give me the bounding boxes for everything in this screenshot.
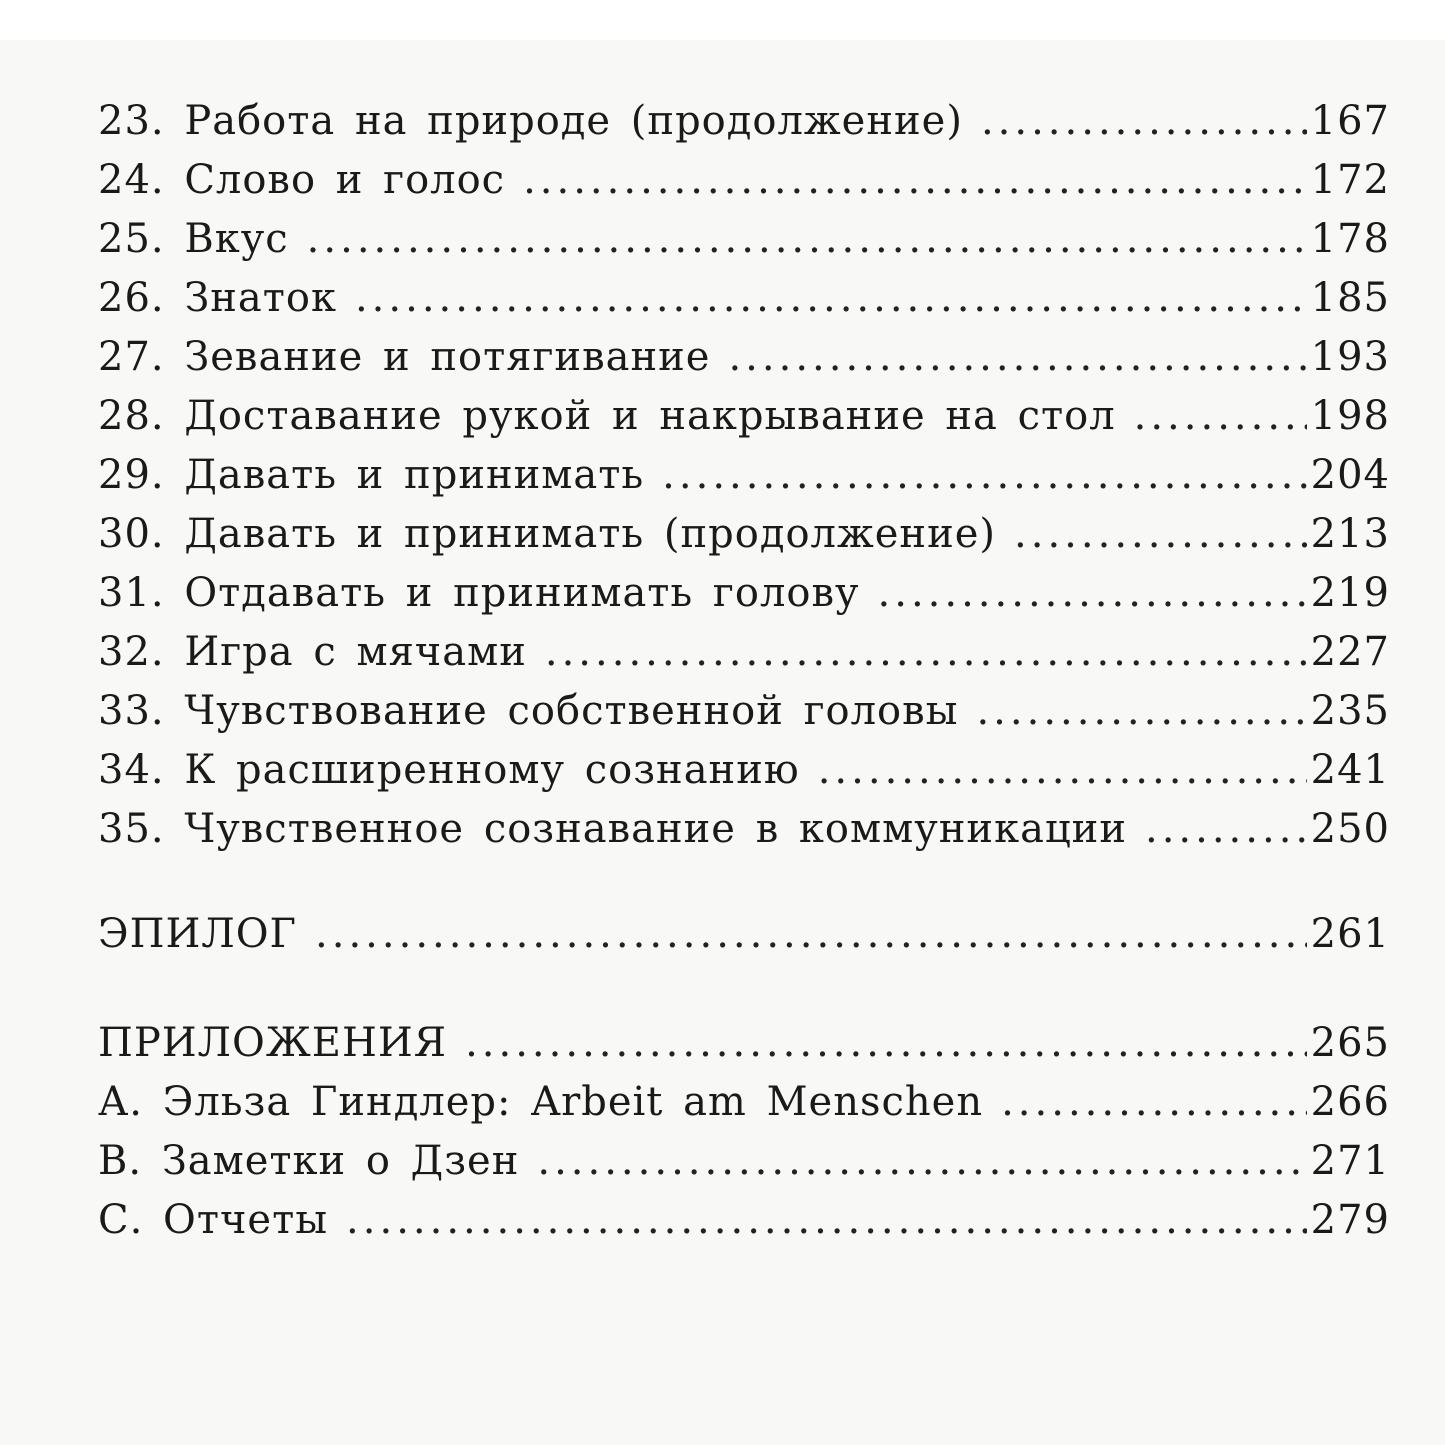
dot-leader xyxy=(307,210,1307,269)
toc-entry-page: 241 xyxy=(1310,747,1390,793)
toc-entry-26 xyxy=(98,269,1390,328)
dot-leader xyxy=(523,151,1307,210)
toc-entry-29 xyxy=(98,446,1390,505)
dot-leader xyxy=(878,564,1307,623)
toc-entry-title: 25. Вкус xyxy=(98,216,289,262)
toc-entry-page: 204 xyxy=(1310,452,1390,498)
toc-entry-27 xyxy=(98,328,1390,387)
toc-entry-page: 193 xyxy=(1310,334,1390,380)
toc-entry-page: 167 xyxy=(1310,98,1390,144)
toc-entry-25 xyxy=(98,210,1390,269)
toc-entry-title: 28. Доставание рукой и накрывание на стол xyxy=(98,393,1116,439)
toc-entry-23 xyxy=(98,92,1390,151)
dot-leader xyxy=(728,328,1306,387)
toc-entry-32 xyxy=(98,623,1390,682)
toc-entry-page: 265 xyxy=(1310,1020,1390,1066)
toc-entry-title: В. Заметки о Дзен xyxy=(98,1138,520,1184)
spacer xyxy=(98,964,1390,1014)
toc-entry-title: 26. Знаток xyxy=(98,275,337,321)
toc-entry-page: 172 xyxy=(1310,157,1390,203)
toc-entry-page: 213 xyxy=(1310,511,1390,557)
dot-leader xyxy=(1001,1073,1307,1132)
toc-entry-35 xyxy=(98,800,1390,859)
toc-entry-appendix-b xyxy=(98,1132,1390,1191)
toc-entry-title: 33. Чувствование собственной головы xyxy=(98,688,959,734)
toc-entry-33 xyxy=(98,682,1390,741)
toc-entry-title: С. Отчеты xyxy=(98,1197,329,1243)
toc-entry-page: 178 xyxy=(1310,216,1390,262)
table-of-contents xyxy=(98,92,1390,1250)
dot-leader xyxy=(1134,387,1307,446)
toc-entry-page: 261 xyxy=(1310,911,1390,957)
toc-entry-title: 29. Давать и принимать xyxy=(98,452,645,498)
toc-entry-page: 227 xyxy=(1310,629,1390,675)
toc-entry-28 xyxy=(98,387,1390,446)
toc-entry-appendices xyxy=(98,1014,1390,1073)
toc-entry-title: 31. Отдавать и принимать голову xyxy=(98,570,860,616)
toc-entry-page: 198 xyxy=(1310,393,1390,439)
toc-entry-page: 250 xyxy=(1310,806,1390,852)
toc-entry-30 xyxy=(98,505,1390,564)
dot-leader xyxy=(465,1014,1307,1073)
toc-entry-appendix-c xyxy=(98,1191,1390,1250)
dot-leader xyxy=(662,446,1306,505)
toc-entry-title: 34. К расширенному сознанию xyxy=(98,747,800,793)
toc-entry-page: 185 xyxy=(1310,275,1390,321)
toc-entry-page: 235 xyxy=(1310,688,1390,734)
toc-entry-title: 23. Работа на природе (продолжение) xyxy=(98,98,963,144)
toc-entry-title: 30. Давать и принимать (продолжение) xyxy=(98,511,997,557)
toc-entry-page: 266 xyxy=(1310,1079,1390,1125)
dot-leader xyxy=(346,1191,1307,1250)
toc-entry-title: 32. Игра с мячами xyxy=(98,629,527,675)
toc-entry-24 xyxy=(98,151,1390,210)
toc-entry-title: 24. Слово и голос xyxy=(98,157,506,203)
toc-entry-page: 279 xyxy=(1310,1197,1390,1243)
dot-leader xyxy=(537,1132,1306,1191)
toc-entry-page: 271 xyxy=(1310,1138,1390,1184)
toc-entry-title: ЭПИЛОГ xyxy=(98,911,298,957)
spacer xyxy=(98,859,1390,905)
dot-leader xyxy=(315,905,1307,964)
toc-entry-appendix-a xyxy=(98,1073,1390,1132)
dot-leader xyxy=(981,92,1307,151)
toc-entry-title: ПРИЛОЖЕНИЯ xyxy=(98,1020,448,1066)
toc-entry-page: 219 xyxy=(1310,570,1390,616)
dot-leader xyxy=(976,682,1306,741)
toc-entry-epilog xyxy=(98,905,1390,964)
toc-entry-title: 35. Чувственное сознавание в коммуникации xyxy=(98,806,1127,852)
toc-entry-31 xyxy=(98,564,1390,623)
dot-leader xyxy=(1014,505,1307,564)
toc-entry-34 xyxy=(98,741,1390,800)
toc-entry-title: 27. Зевание и потягивание xyxy=(98,334,711,380)
toc-entry-title: А. Эльза Гиндлер: Arbeit am Menschen xyxy=(98,1079,984,1125)
dot-leader xyxy=(1145,800,1307,859)
dot-leader xyxy=(355,269,1307,328)
dot-leader xyxy=(545,623,1307,682)
dot-leader xyxy=(818,741,1307,800)
